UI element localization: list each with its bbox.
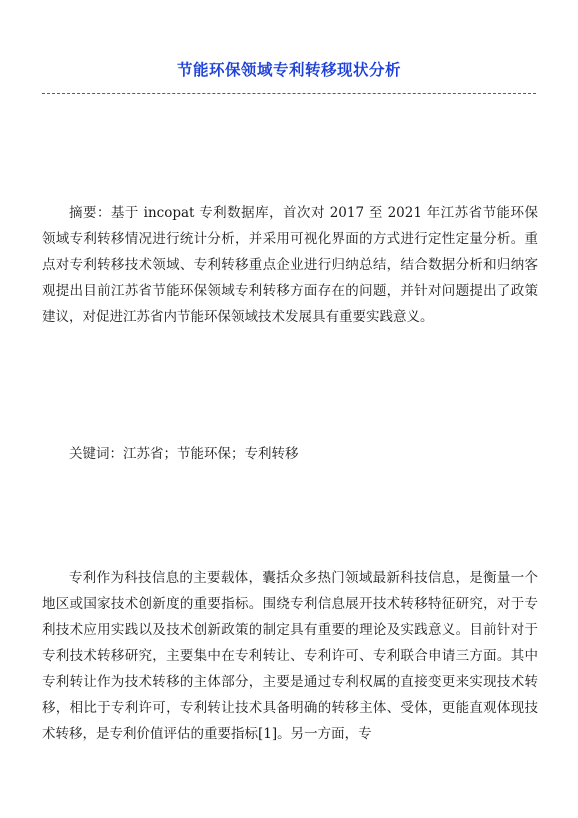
abstract-paragraph: 摘要：基于 incopat 专利数据库，首次对 2017 至 2021 年江苏省节能环保领域专利转移情况进行统计分析，并采用可视化界面的方式进行定性定量分析。重点对专利转移技术领域、专利转移重点企业进行归纳总结，结合数据分析和归纳客观提出目前江苏省节能环保领域专利转移方面存在的问题，并针对问题提出了政策建议，对促进江苏省内节能环保领域技术发展具有重要实践意义。	[42, 205, 538, 325]
body-paragraph: 专利作为科技信息的主要载体，囊括众多热门领域最新科技信息，是衡量一个地区或国家技术创新度的重要指标。围绕专利信息展开技术转移特征研究，对于专利技术应用实践以及技术创新政策的制定具有重要的理论及实践意义。目前针对于专利技术转移研究，主要集中在专利转让、专利许可、专利联合申请三方面。其中专利转让作为技术转移的主体部分，主要是通过专利权属的直接变更来实现技术转移，相比于专利许可，专利转让技术具备明确的转移主体、受体，更能直观体现技术转移，是专利价值评估的重要指标[1]。另一方面，专	[42, 570, 538, 742]
keywords-paragraph: 关键词：江苏省；节能环保；专利转移	[69, 446, 299, 462]
title-divider	[42, 93, 536, 94]
document-title: 节能环保领域专利转移现状分析	[176, 61, 401, 79]
